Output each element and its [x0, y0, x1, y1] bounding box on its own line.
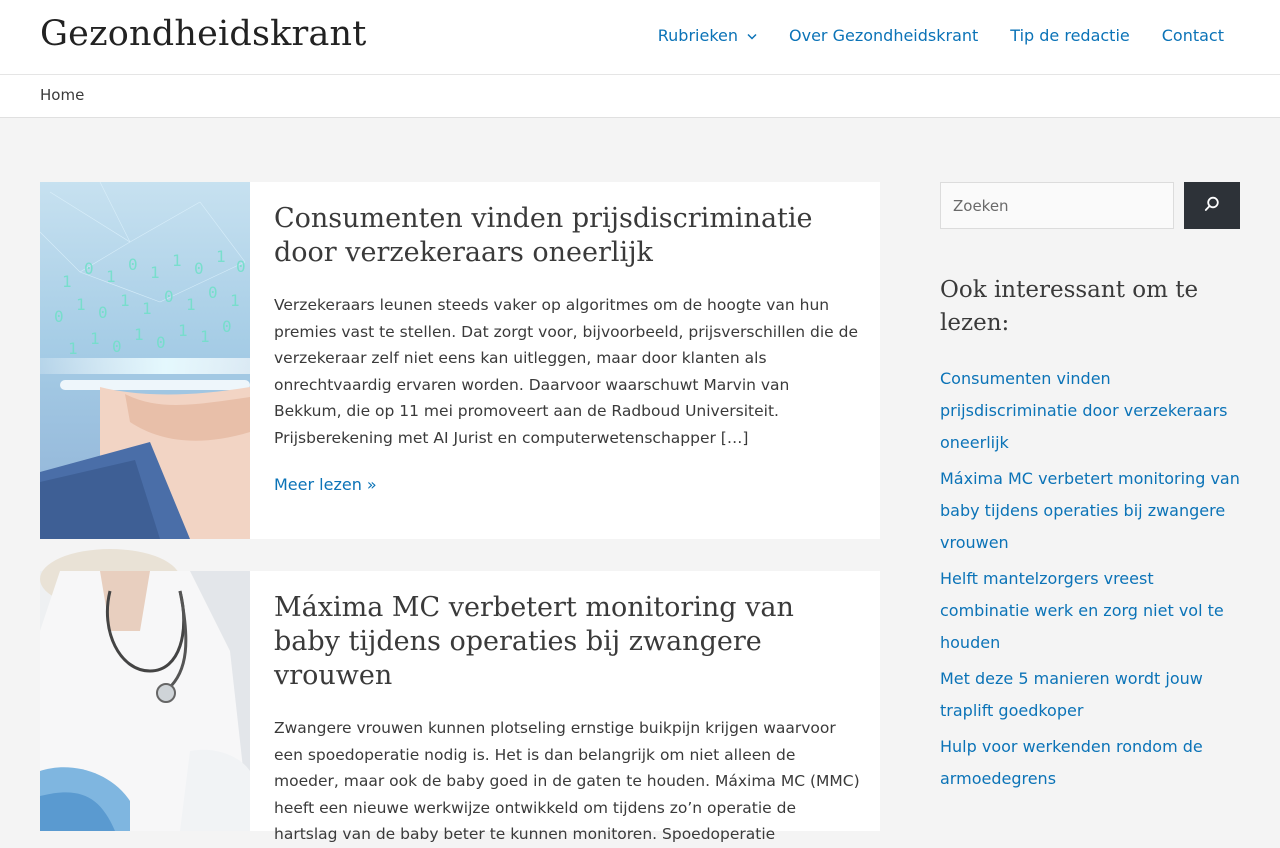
post-title[interactable]: Consumenten vinden prijsdiscriminatie door verzekeraars oneerlijk — [274, 203, 813, 268]
nav-item-rubrieken[interactable] — [658, 26, 757, 45]
post-card — [40, 182, 880, 539]
svg-text:0: 0 — [236, 257, 246, 276]
search-input[interactable] — [940, 182, 1174, 229]
breadcrumb-bar — [0, 75, 1280, 118]
svg-text:1: 1 — [142, 299, 152, 318]
svg-text:0: 0 — [164, 287, 174, 306]
nav-item-tip[interactable]: Tip de redactie — [1010, 26, 1130, 45]
site-header — [0, 0, 1280, 75]
post-thumbnail[interactable] — [40, 182, 250, 539]
svg-text:1: 1 — [186, 295, 196, 314]
search-icon — [1204, 196, 1220, 216]
svg-text:0: 0 — [208, 283, 218, 302]
svg-text:0: 0 — [54, 307, 64, 326]
related-post-link[interactable]: Helft mantelzorgers vreest combinatie werk en zorg niet vol te houden — [940, 569, 1224, 652]
svg-text:1: 1 — [178, 321, 188, 340]
svg-text:0: 0 — [112, 337, 122, 356]
svg-text:1: 1 — [62, 272, 72, 291]
breadcrumb[interactable]: Home — [40, 86, 85, 104]
sidebar — [940, 182, 1240, 799]
svg-text:0: 0 — [222, 317, 232, 336]
svg-text:0: 0 — [194, 259, 204, 278]
svg-text:1: 1 — [172, 251, 182, 270]
post-excerpt: Zwangere vrouwen kunnen plotseling ernstige buikpijn krijgen waarvoor een spoedoperatie nodig is. Het is dan belangrijk om niet alleen de moeder, maar ook de baby goed in de gaten te houden. Máxima MC (MMC) heeft een nieuwe werkwijze ontwikkeld om tijdens zo’n operatie de hartslag van de baby beter te kunnen monitoren. Spoedoperatie — [274, 719, 860, 843]
nav-item-over[interactable]: Over Gezondheidskrant — [789, 26, 979, 45]
search-form — [940, 182, 1240, 229]
nav-item-label: Rubrieken — [657, 26, 739, 45]
related-posts-list — [940, 363, 1240, 795]
svg-text:0: 0 — [98, 303, 108, 322]
svg-text:1: 1 — [106, 267, 116, 286]
post-title[interactable]: Máxima MC verbetert monitoring van baby tijdens operaties bij zwangere vrouwen — [274, 592, 794, 691]
related-post-link[interactable]: Hulp voor werkenden rondom de armoedegrens — [940, 737, 1203, 788]
svg-text:1: 1 — [150, 263, 160, 282]
related-post-link[interactable]: Consumenten vinden prijsdiscriminatie door verzekeraars oneerlijk — [940, 369, 1228, 452]
read-more-link[interactable]: Meer lezen » — [274, 475, 377, 494]
related-post-link[interactable]: Máxima MC verbetert monitoring van baby tijdens operaties bij zwangere vrouwen — [940, 469, 1240, 552]
main-nav — [658, 26, 1224, 45]
svg-text:1: 1 — [200, 327, 210, 346]
widget-title: Ook interessant om te lezen: — [940, 277, 1199, 336]
svg-text:1: 1 — [120, 291, 130, 310]
site-title[interactable]: Gezondheidskrant — [40, 14, 367, 54]
svg-text:1: 1 — [230, 291, 240, 310]
svg-text:0: 0 — [128, 255, 138, 274]
svg-text:0: 0 — [156, 333, 166, 352]
post-body — [274, 591, 860, 848]
related-post-link[interactable]: Met deze 5 manieren wordt jouw traplift goedkoper — [940, 669, 1203, 720]
post-excerpt: Verzekeraars leunen steeds vaker op algoritmes om de hoogte van hun premies vast te stellen. Dat zorgt voor, bijvoorbeeld, prijsverschillen die de verzekeraar zelf niet eens kan uitleggen, maar door klanten als onrechtvaardig ervaren worden. Daarvoor waarschuwt Marvin van Bekkum, die op 11 mei promoveert aan de Radboud Universiteit. Prijsberekening met AI Jurist en computerwetenschapper […] — [274, 296, 858, 447]
post-thumbnail[interactable] — [40, 571, 250, 831]
svg-text:1: 1 — [216, 247, 226, 266]
svg-text:1: 1 — [68, 339, 78, 358]
chevron-down-icon — [747, 25, 757, 44]
nav-item-contact[interactable]: Contact — [1161, 26, 1224, 45]
post-body — [274, 202, 860, 494]
svg-text:1: 1 — [90, 329, 100, 348]
svg-text:1: 1 — [134, 325, 144, 344]
post-card — [40, 571, 880, 843]
svg-text:0: 0 — [84, 259, 94, 278]
svg-text:1: 1 — [76, 295, 86, 314]
search-button[interactable] — [1184, 182, 1240, 229]
